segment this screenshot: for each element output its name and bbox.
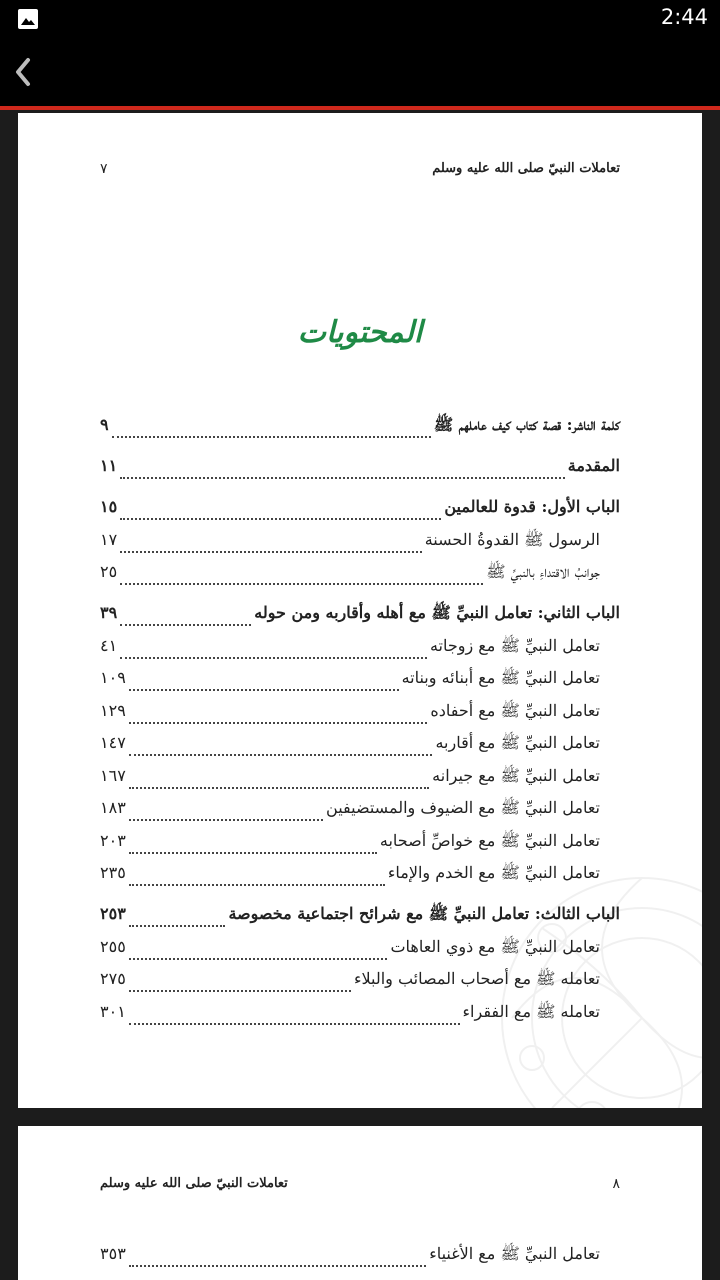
toc-entry-title: الباب الأول: قدوة للعالمين [444, 497, 620, 516]
toc-entry[interactable] [100, 904, 620, 934]
running-head-title: تعاملات النبيّ صلى الله عليه وسلم [432, 161, 620, 176]
toc-dot-leader [120, 518, 441, 520]
toc-entry[interactable] [100, 1002, 620, 1032]
toc-entry[interactable] [100, 701, 620, 731]
toc-entry-title: تعامل النبيِّ ﷺ مع الخدم والإماء [387, 863, 600, 882]
toc-entry-page-number: ٢٥٥ [100, 936, 126, 956]
toc-entry-page-number: ١٦٧ [100, 765, 126, 785]
toc-entry-page-number: ١٧ [100, 529, 118, 549]
toc-dot-leader [129, 722, 428, 724]
toc-entry-page-number: ١٤٧ [100, 733, 126, 752]
toc-entry[interactable] [100, 798, 620, 828]
toc-dot-leader [129, 852, 377, 854]
document-page-7 [18, 113, 702, 1108]
toc-dot-leader [129, 1265, 426, 1267]
toc-entry[interactable] [100, 415, 620, 445]
toc-entry-page-number: ٤١ [100, 635, 118, 655]
toc-dot-leader [129, 754, 433, 756]
toc-entry-page-number: ٢٣٥ [100, 863, 126, 882]
toc-entry-title: الباب الثالث: تعامل النبيِّ ﷺ مع شرائح اجتماعية مخصوصة [228, 904, 620, 923]
toc-entry-title: تعامل النبيِّ ﷺ مع ذوي العاهات [390, 936, 600, 956]
toc-entry[interactable] [100, 831, 620, 861]
toc-entry-page-number: ١١ [100, 456, 118, 475]
toc-entry[interactable] [100, 937, 620, 967]
running-head-title: تعاملات النبيّ صلى الله عليه وسلم [100, 1176, 288, 1191]
toc-entry[interactable] [100, 562, 620, 592]
toc-dot-leader [129, 884, 385, 886]
toc-entry[interactable] [100, 603, 620, 633]
toc-entry-page-number: ٣٥٣ [100, 1244, 126, 1263]
toc-dot-leader [120, 624, 251, 626]
toc-entry[interactable] [100, 497, 620, 527]
toc-dot-leader [129, 990, 351, 992]
toc-entry[interactable] [100, 1244, 620, 1274]
toc-entry-title: تعامل النبيِّ ﷺ مع الأغنياء [429, 1244, 600, 1263]
toc-entry-page-number: ٢٧٥ [100, 969, 126, 988]
toc-dot-leader [120, 583, 483, 585]
toc-entry-title: تعامل النبيِّ ﷺ مع جيرانه [432, 765, 600, 785]
toc-entry[interactable] [100, 863, 620, 893]
toc-entry-page-number: ٣٩ [100, 603, 118, 622]
toc-entry-page-number: ١٨٣ [100, 798, 126, 817]
toc-entry[interactable] [100, 530, 620, 560]
toc-entry-page-number: ٩ [100, 415, 109, 434]
running-head-page-number: ٨ [612, 1176, 620, 1192]
toc-dot-leader [120, 477, 565, 479]
document-viewer[interactable] [0, 110, 720, 1280]
toc-entry[interactable] [100, 969, 620, 999]
toc-entry-title: تعامل النبيِّ ﷺ مع خواصِّ أصحابه [379, 830, 600, 850]
toc-entry-page-number: ١٢٩ [100, 700, 126, 720]
toc-entry-title: الباب الثاني: تعامل النبيِّ ﷺ مع أهله وأقاربه ومن حوله [254, 603, 620, 622]
toc-entry-title: الرسول ﷺ القدوةُ الحسنة [424, 529, 600, 549]
toc-entry-title: تعامل النبيِّ ﷺ مع أقاربه [435, 733, 600, 752]
toc-entry-title: تعامله ﷺ مع أصحاب المصائب والبلاء [353, 969, 600, 988]
toc-entry-title: تعامل النبيِّ ﷺ مع الضيوف والمستضيفين [326, 798, 600, 817]
toc-entry-title: المقدمة [567, 456, 620, 475]
toc-entry-page-number: ٢٠٣ [100, 830, 126, 850]
toc-entry-title: تعامله ﷺ مع الفقراء [462, 1001, 600, 1021]
toc-entry-title: تعامل النبيِّ ﷺ مع زوجاته [429, 635, 600, 655]
toc-entry-page-number: ١٥ [100, 497, 118, 516]
toc-entry[interactable] [100, 456, 620, 486]
toc-entry[interactable] [100, 733, 620, 763]
toc-dot-leader [129, 958, 388, 960]
toc-dot-leader [129, 689, 399, 691]
toc-entry-title: جوانبُ الاقتداءِ بالنبيِّ ﷺ [486, 562, 600, 581]
toc-entry[interactable] [100, 668, 620, 698]
status-bar [0, 0, 720, 38]
toc-entry-title: تعامل النبيِّ ﷺ مع أحفاده [430, 700, 600, 720]
toc-entry-page-number: ٢٥ [100, 562, 118, 581]
toc-dot-leader [120, 657, 427, 659]
toc-entry-page-number: ٣٠١ [100, 1001, 126, 1021]
toc-entry-title: كلمة الناشر: قصة كتاب كيف عاملهم ﷺ [433, 415, 620, 434]
status-time: 2:44 [660, 5, 708, 29]
toc-dot-leader [129, 1023, 460, 1025]
document-page-8 [18, 1126, 702, 1280]
toc-dot-leader [129, 787, 429, 789]
toc-dot-leader [129, 925, 226, 927]
contents-heading: المحتويات [297, 315, 423, 350]
toc-entry[interactable] [100, 766, 620, 796]
running-head-page-number: ٧ [100, 161, 108, 177]
toc-entry-title: تعامل النبيِّ ﷺ مع أبنائه وبناته [401, 668, 600, 687]
toc-entry-page-number: ١٠٩ [100, 668, 126, 687]
toc-entry[interactable] [100, 636, 620, 666]
chevron-left-icon [4, 50, 44, 94]
toc-dot-leader [120, 551, 422, 553]
image-icon [17, 8, 39, 30]
toc-dot-leader [112, 436, 431, 438]
toc-dot-leader [129, 819, 323, 821]
toolbar [0, 38, 720, 106]
back-button[interactable] [4, 50, 44, 94]
toc-entry-page-number: ٢٥٣ [100, 904, 126, 923]
